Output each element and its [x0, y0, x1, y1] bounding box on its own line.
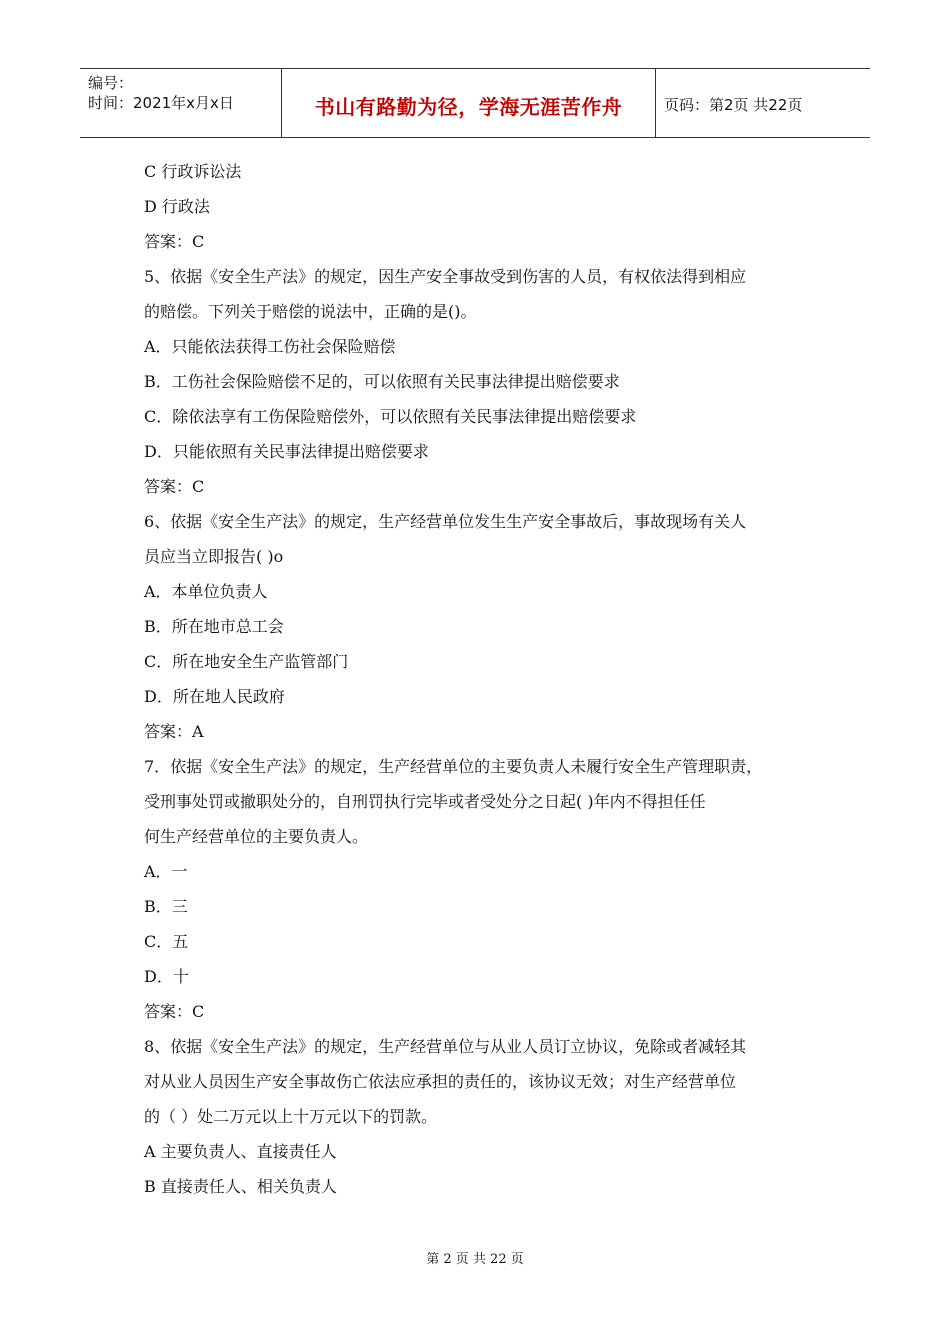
- text-line: 6、依据《安全生产法》的规定，生产经营单位发生生产安全事故后，事故现场有关人: [144, 512, 747, 531]
- text-line: D．只能依照有关民事法律提出赔偿要求: [144, 442, 429, 461]
- text-line: A．只能依法获得工伤社会保险赔偿: [144, 337, 396, 356]
- text-line: 答案：C: [144, 1002, 205, 1021]
- header-meta: [88, 73, 234, 113]
- text-line: 员应当立即报告( )o: [144, 547, 284, 566]
- text-line: 的（ ）处二万元以上十万元以下的罚款。: [144, 1107, 438, 1126]
- text-line: A．一: [144, 862, 188, 881]
- text-line: 答案：C: [144, 232, 205, 251]
- header-page-info: 页码：第2页 共22页: [664, 96, 803, 114]
- text-line: 8、依据《安全生产法》的规定，生产经营单位与从业人员订立协议，免除或者减轻其: [144, 1037, 747, 1056]
- text-line: B 直接责任人、相关负责人: [144, 1177, 337, 1196]
- text-line: A．本单位负责人: [144, 582, 268, 601]
- text-line: 5、依据《安全生产法》的规定，因生产安全事故受到伤害的人员，有权依法得到相应: [144, 267, 747, 286]
- document-date: 时间：2021年x月x日: [88, 94, 234, 112]
- text-line: 的赔偿。下列关于赔偿的说法中，正确的是()。: [144, 302, 477, 321]
- document-body: [144, 154, 814, 1204]
- header-motto: 书山有路勤为径，学海无涯苦作舟: [314, 95, 623, 119]
- text-line: B．工伤社会保险赔偿不足的，可以依照有关民事法律提出赔偿要求: [144, 372, 620, 391]
- page-header: [80, 68, 870, 138]
- text-line: D．十: [144, 967, 189, 986]
- text-line: 答案：C: [144, 477, 205, 496]
- header-divider: [655, 69, 656, 137]
- text-line: 对从业人员因生产安全事故伤亡依法应承担的责任的，该协议无效；对生产经营单位: [144, 1072, 737, 1091]
- page-footer: 第 2 页 共 22 页: [426, 1252, 524, 1267]
- text-line: 答案：A: [144, 722, 204, 741]
- text-line: B．三: [144, 897, 188, 916]
- text-line: D．所在地人民政府: [144, 687, 285, 706]
- text-line: D 行政法: [144, 197, 210, 216]
- text-line: C 行政诉讼法: [144, 162, 242, 181]
- text-line: 何生产经营单位的主要负责人。: [144, 827, 369, 846]
- text-line: 7．依据《安全生产法》的规定，生产经营单位的主要负责人未履行安全生产管理职责，: [144, 757, 763, 776]
- text-line: A 主要负责人、直接责任人: [144, 1142, 337, 1161]
- document-number-label: 编号：: [88, 74, 134, 92]
- text-line: C．所在地安全生产监管部门: [144, 652, 349, 671]
- text-line: B．所在地市总工会: [144, 617, 284, 636]
- text-line: C．除依法享有工伤保险赔偿外，可以依照有关民事法律提出赔偿要求: [144, 407, 637, 426]
- text-line: C．五: [144, 932, 189, 951]
- text-line: 受刑事处罚或撤职处分的，自刑罚执行完毕或者受处分之日起( )年内不得担任任: [144, 792, 706, 811]
